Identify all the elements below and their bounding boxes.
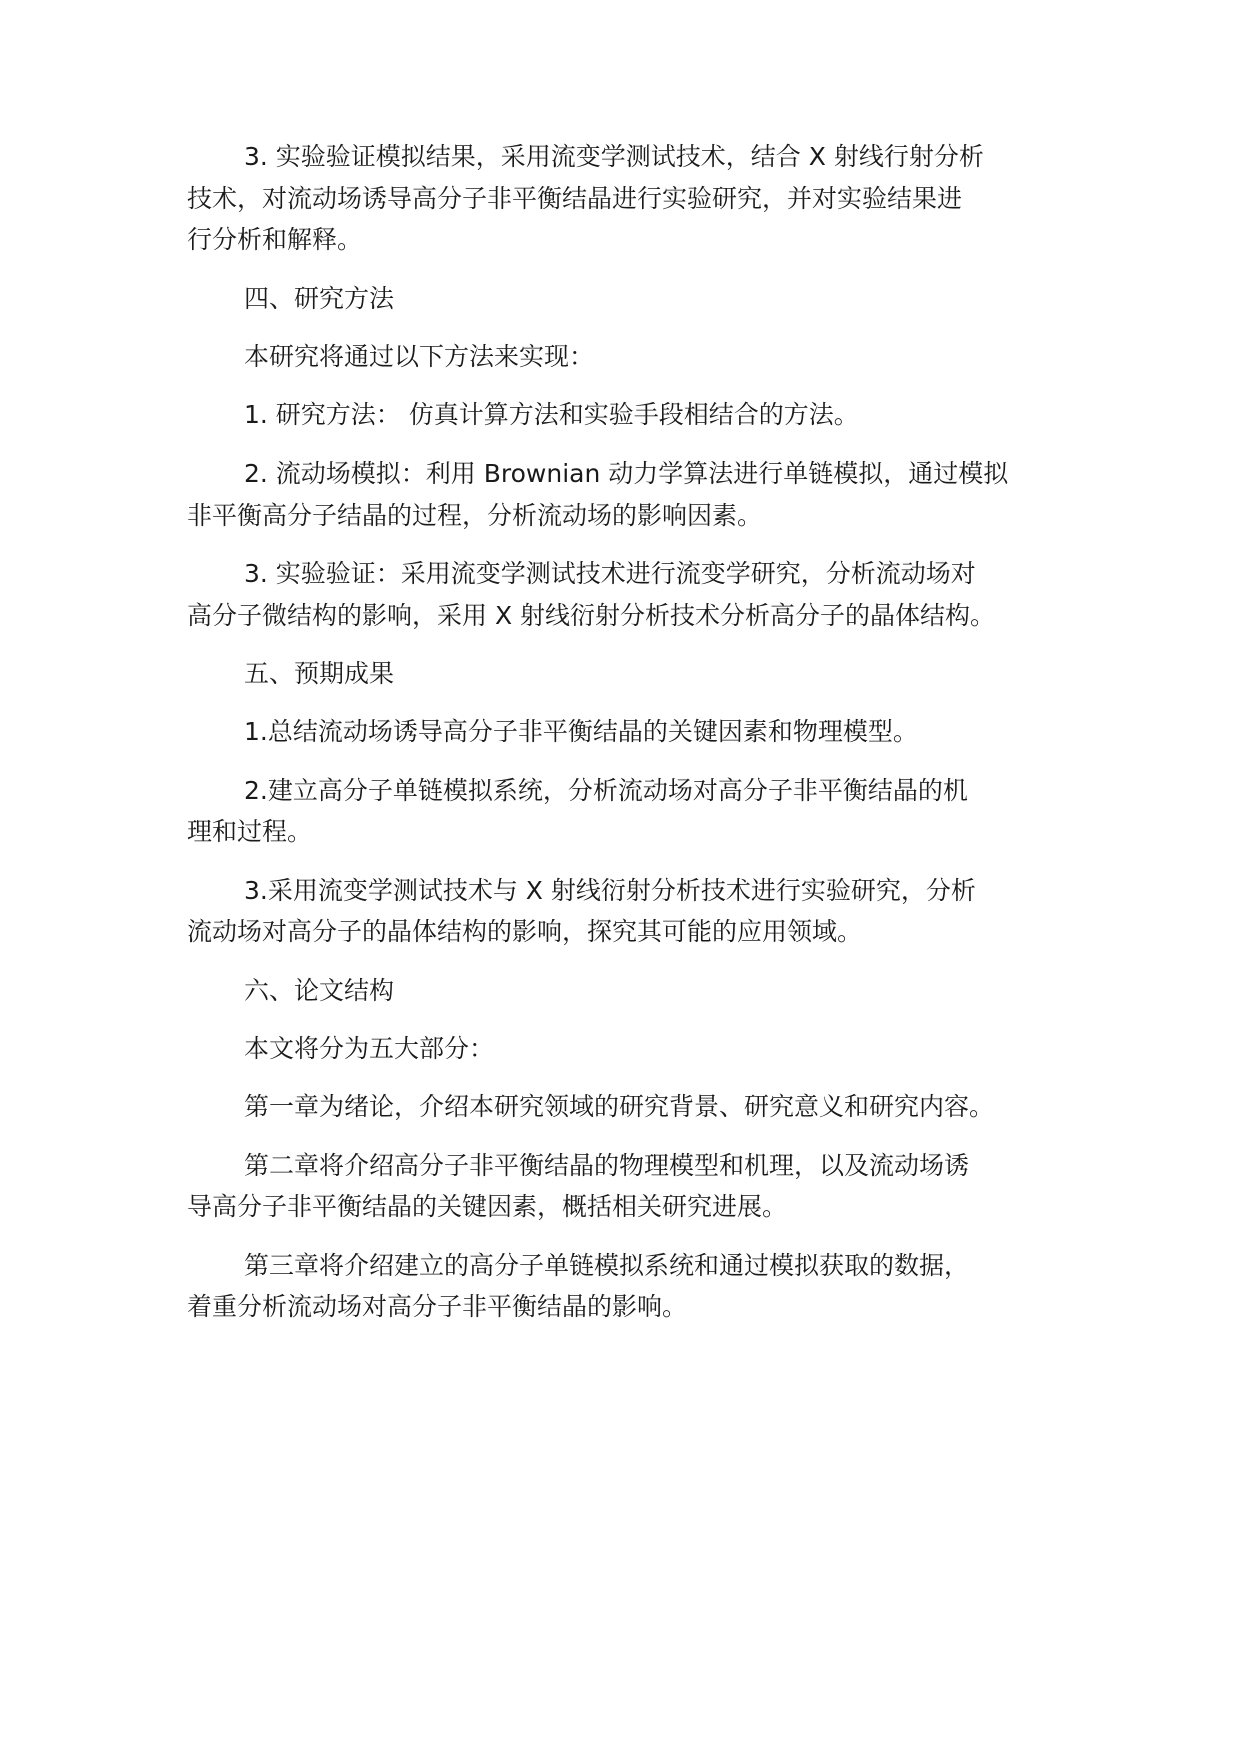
paragraph-line: 着重分析流动场对高分子非平衡结晶的影响。 xyxy=(187,1292,688,1321)
section-heading: 四、研究方法 xyxy=(244,284,395,313)
paragraph-line: 第一章为绪论，介绍本研究领域的研究背景、研究意义和研究内容。 xyxy=(244,1092,995,1121)
paragraph-line: 导高分子非平衡结晶的关键因素，概括相关研究进展。 xyxy=(187,1192,788,1221)
paragraph-line: 3. 实验验证模拟结果，采用流变学测试技术，结合 X 射线行射分析 xyxy=(244,142,984,171)
paragraph-line: 本文将分为五大部分： xyxy=(244,1034,495,1063)
list-item: 2. 流动场模拟：利用 Brownian 动力学算法进行单链模拟，通过模拟 xyxy=(244,459,1009,488)
paragraph-line: 第三章将介绍建立的高分子单链模拟系统和通过模拟获取的数据， xyxy=(244,1251,970,1280)
list-item-continuation: 流动场对高分子的晶体结构的影响，探究其可能的应用领域。 xyxy=(187,917,863,946)
paragraph-line: 技术，对流动场诱导高分子非平衡结晶进行实验研究，并对实验结果进 xyxy=(187,184,963,213)
list-item: 2.建立高分子单链模拟系统，分析流动场对高分子非平衡结晶的机 xyxy=(244,776,968,805)
list-item-continuation: 非平衡高分子结晶的过程，分析流动场的影响因素。 xyxy=(187,501,763,530)
list-item: 3.采用流变学测试技术与 X 射线衍射分析技术进行实验研究，分析 xyxy=(244,876,976,905)
list-item: 1.总结流动场诱导高分子非平衡结晶的关键因素和物理模型。 xyxy=(244,717,918,746)
section-heading: 五、预期成果 xyxy=(244,659,395,688)
list-item: 1. 研究方法： 仿真计算方法和实验手段相结合的方法。 xyxy=(244,400,859,429)
list-item-continuation: 高分子微结构的影响，采用 X 射线衍射分析技术分析高分子的晶体结构。 xyxy=(187,601,996,630)
paragraph-line: 本研究将通过以下方法来实现： xyxy=(244,342,595,371)
paragraph-line: 第二章将介绍高分子非平衡结晶的物理模型和机理，以及流动场诱 xyxy=(244,1151,970,1180)
list-item-continuation: 理和过程。 xyxy=(187,817,313,846)
list-item: 3. 实验验证：采用流变学测试技术进行流变学研究，分析流动场对 xyxy=(244,559,976,588)
paragraph-line: 行分析和解释。 xyxy=(187,225,363,254)
section-heading: 六、论文结构 xyxy=(244,976,395,1005)
